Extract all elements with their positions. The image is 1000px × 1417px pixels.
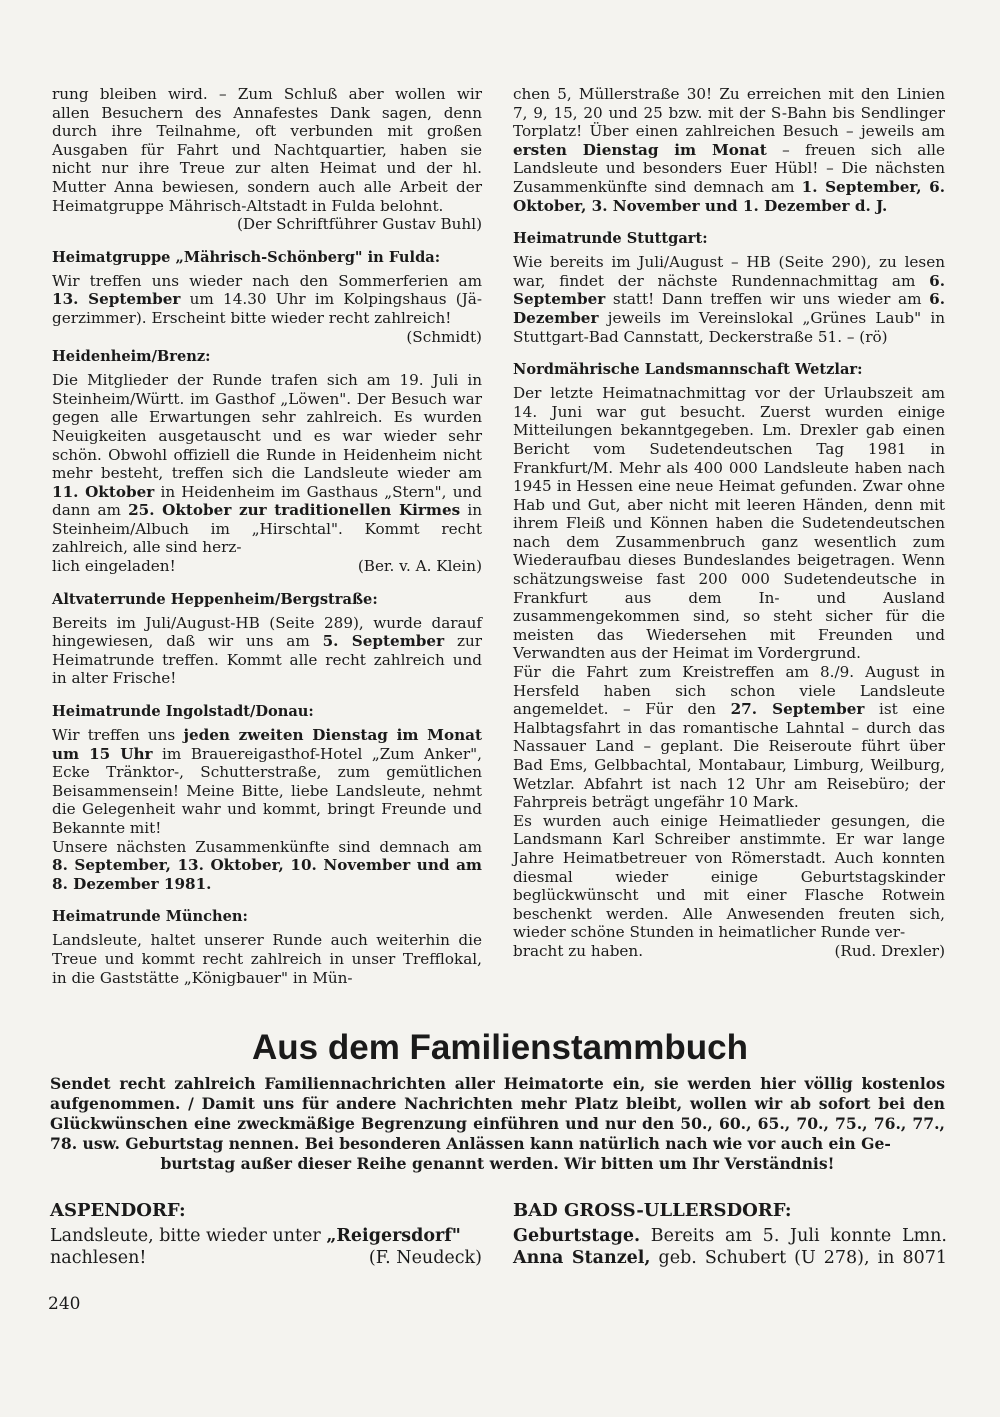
wetzlar-paragraph: Für die Fahrt zum Kreistreffen am 8./9. August in Hersfeld haben sich schon viele Landsleute angemeldet. – Für den 27. September ist eine Halbtagsfahrt in das romantische Lahntal – durch das Nassauer Land – geplant. Die Reiseroute führt über Bad Ems, Gelbbachtal, Montabaur, Limburg, Weilburg, Wetzlar. Abfahrt ist nach 12 Uhr am Reisebüro; der Fahrpreis beträgt ungefähr 10 Mark. <box>513 663 945 812</box>
wetzlar-paragraph: Der letzte Heimatnachmittag vor der Urlaubszeit am 14. Juni war gut besucht. Zuerst wurden einige Mitteilungen bekanntgegeben. Lm. Drexler gab einen Bericht vom Sudetendeutschen Tag 1981 in Frankfurt/M. Mehr als 400 000 Landsleute haben nach 1945 in Hessen eine neue Heimat gefunden. Zwar ohne Hab und Gut, aber nicht mit leeren Händen, denn mit ihrem Fleiß und Können haben die Sudetendeutschen nach dem Zusammenbruch ganz wesentlich zum Wiederaufbau dieses Bundeslandes beigetragen. Wenn schätzungsweise fast 200 000 Sudetendeutsche in Frankfurt aus dem In- und Ausland zusammengekommen sind, so steht sicher für die meisten das Wiedersehen mit Freunden und Verwandten aus der Heimat im Vordergrund. <box>513 384 945 663</box>
wetzlar-paragraph: Es wurden auch einige Heimatlieder gesungen, die Landsmann Karl Schreiber anstimmte. Er war lange Jahre Heimatbetreuer von Römerstadt. Auch konnten diesmal wieder einige Geburtstagskinder beglückwünscht und mit einer Flasche Rotwein beschenkt werden. Alle Anwesenden freuten sich, wieder schöne Stunden in heimatlicher Runde ver- <box>513 811 945 942</box>
intro-line: Mutter Anna bewiesen, sondern auch alle Arbeit der <box>52 177 482 196</box>
bad-gross-text: Anna Stanzel, geb. Schubert (U 278), in 8071 <box>513 1247 947 1268</box>
heading-stuttgart: Heimatrunde Stuttgart: <box>513 230 708 248</box>
aspendorf-closing: nachlesen! (F. Neudeck) <box>50 1247 482 1268</box>
muenchen-continued: chen 5, Müllerstraße 30! Zu erreichen mit den Linien 7, 9, 15, 20 und 25 bzw. mit der S-Bahn bis Sendlinger Torplatz! Über einen zahlreichen Besuch – jeweils am ersten Dienstag im Monat – freuen sich alle Landsleute und besonders Euer Hübl! – Die nächsten Zusammenkünfte sind demnach am 1. September, 6. Oktober, 3. November und 1. Dezember d. J. <box>513 85 946 215</box>
intro-line: allen Besuchern des Annafestes Dank sagen, denn <box>52 103 482 122</box>
fulda-signature: (Schmidt) <box>406 327 482 346</box>
aspendorf-section <box>50 1200 482 1269</box>
heidenheim-closing: lich eingeladen! (Ber. v. A. Klein) <box>52 557 482 576</box>
fulda-date: 13. September <box>52 290 181 309</box>
left-column <box>52 85 482 987</box>
heading-muenchen: Heimatrunde München: <box>52 908 248 926</box>
heading-aspendorf: ASPENDORF: <box>50 1200 186 1221</box>
wetzlar-closing: bracht zu haben. (Rud. Drexler) <box>513 941 945 960</box>
right-column <box>513 85 945 961</box>
stuttgart-text: Wie bereits im Juli/August – HB (Seite 290), zu lesen war, findet der nächste Rundennachmittag am 6. September statt! Dann treffen wir uns wieder am 6. Dezember jeweils im Vereinslokal „Grünes Laub" in Stuttgart-Bad Cannstatt, Deckerstraße 51. – (rö) <box>513 253 945 346</box>
ingolstadt-text: Wir treffen uns jeden zweiten Dienstag im Monat um 15 Uhr im Brauereigasthof-Hotel „Zum Anker", Ecke Tränktor-, Schutterstraße, zum gemütlichen Beisammensein! Meine Bitte, liebe Landsleute, nehmt die Gelegenheit wahr und kommt, bringt Freunde und Bekannte mit! <box>52 726 482 837</box>
intro-line: durch ihre Teilnahme, oft verbunden mit großen <box>52 122 482 141</box>
intro-line: nicht nur ihre Treue zur alten Heimat und der hl. <box>52 159 482 178</box>
aspendorf-text: Landsleute, bitte wieder unter „Reigersdorf" <box>50 1226 461 1246</box>
page-number: 240 <box>48 1294 81 1314</box>
heading-fulda: Heimatgruppe „Mährisch-Schönberg" in Fulda: <box>52 248 441 266</box>
intro-line: Ausgaben für Fahrt und Nachtquartier, haben sie <box>52 140 482 159</box>
bad-gross-text: Geburtstage. Bereits am 5. Juli konnte Lmn. <box>513 1226 947 1246</box>
muenchen-text: Landsleute, haltet unserer Runde auch weiterhin die Treue und kommt recht zahlreich in unser Trefflokal, in die Gaststätte „Königbauer" in Mün- <box>52 931 482 987</box>
heading-heidenheim: Heidenheim/Brenz: <box>52 348 211 366</box>
section-title: Aus dem Familienstammbuch <box>252 1028 748 1067</box>
intro-line: Heimatgruppe Mährisch-Altstadt in Fulda belohnt. <box>52 196 444 215</box>
familien-intro: Sendet recht zahlreich Familiennachrichten aller Heimatorte ein, sie werden hier völlig kostenlos aufgenommen. / Damit uns für andere Nachrichten mehr Platz bleibt, wollen wir ab sofort bei den Glückwünschen eine zweckmäßige Begrenzung einführen und nur den 50., 60., 65., 70., 75., 76., 77., 78. usw. Geburtstag nennen. Bei besonderen Anlässen kann natürlich nach wie vor auch ein Ge- burtstag außer dieser Reihe genannt werden. Wir bitten um Ihr Verständnis! <box>50 1074 945 1173</box>
fulda-line: Wir treffen uns wieder nach den Sommerferien am <box>52 271 482 290</box>
fulda-line: gerzimmer). Erscheint bitte wieder recht zahlreich! <box>52 308 452 327</box>
heading-wetzlar: Nordmährische Landsmannschaft Wetzlar: <box>513 361 863 379</box>
intro-line: rung bleiben wird. – Zum Schluß aber wollen wir <box>52 85 482 103</box>
fulda-line: 13. September um 14.30 Uhr im Kolpingshaus (Jä- <box>52 290 482 309</box>
bad-gross-ullersdorf-section <box>513 1200 947 1269</box>
ingolstadt-dates: Unsere nächsten Zusammenkünfte sind demnach am 8. September, 13. Oktober, 10. November und am 8. Dezember 1981. <box>52 837 482 893</box>
heading-bad-gross-ullersdorf: BAD GROSS-ULLERSDORF: <box>513 1200 792 1221</box>
heidenheim-text: Die Mitglieder der Runde trafen sich am 19. Juli in Steinheim/Württ. im Gasthof „Löwen". Der Besuch war gegen alle Erwartungen sehr zahlreich. Es wurden Neuigkeiten ausgetauscht und es war wieder sehr schön. Obwohl offiziell die Runde in Heidenheim nicht mehr besteht, treffen sich die Landsleute wieder am 11. Oktober in Heidenheim im Gasthaus „Stern", und dann am 25. Oktober zur traditionellen Kirmes in Steinheim/Albuch im „Hirschtal". Kommt recht zahlreich, alle sind herz- <box>52 371 482 557</box>
heading-heppenheim: Altvaterrunde Heppenheim/Bergstraße: <box>52 590 378 608</box>
intro-signature: (Der Schriftführer Gustav Buhl) <box>236 215 482 234</box>
heading-ingolstadt: Heimatrunde Ingolstadt/Donau: <box>52 703 314 721</box>
heppenheim-text: Bereits im Juli/August-HB (Seite 289), wurde darauf hingewiesen, daß wir uns am 5. September zur Heimatrunde treffen. Kommt alle recht zahlreich und in alter Frische! <box>52 613 482 688</box>
